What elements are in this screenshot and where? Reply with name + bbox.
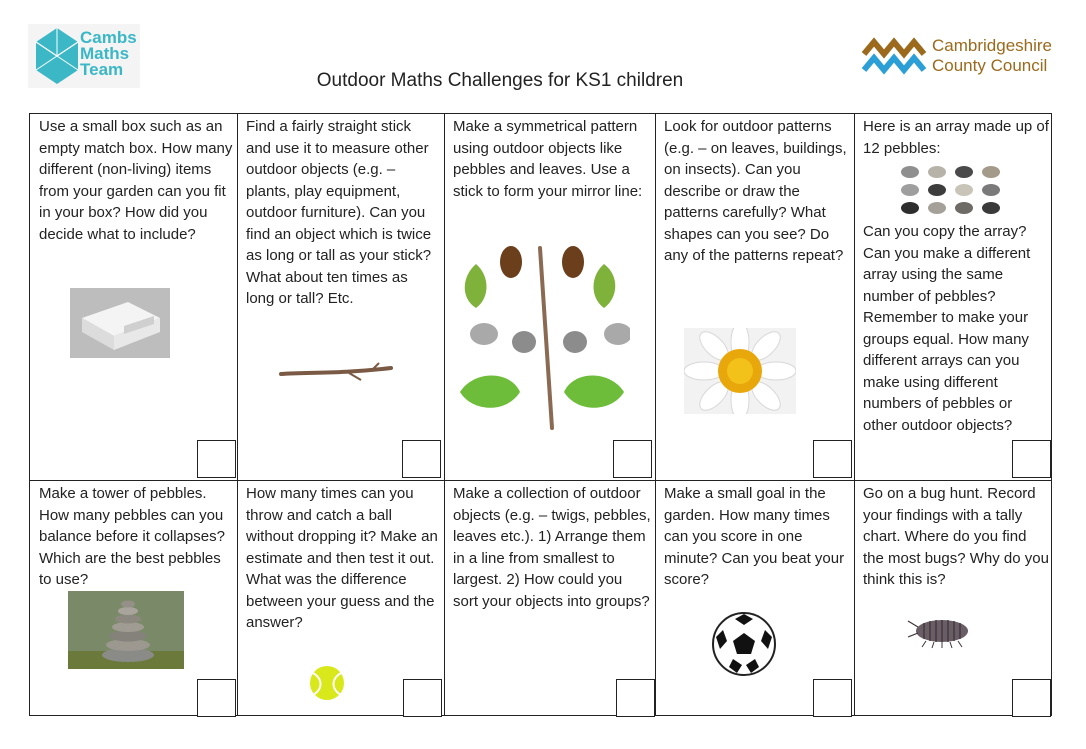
tick-box[interactable] [1012,679,1051,717]
woodlouse-icon [906,615,976,649]
challenge-text: Make a small goal in the garden. How many times can you score in one minute? Can you beat your score? [664,485,845,588]
council-logo-text: Cambridgeshire County Council [932,36,1052,75]
tick-box[interactable] [1012,440,1051,478]
matchbox-icon [70,288,170,358]
challenge-text-intro: Here is an array made up of 12 pebbles: [863,118,1049,157]
challenge-text: Find a fairly straight stick and use it to measure other outdoor objects (e.g. – plants, play equipment, outdoor furniture). Can you find an object which is twice as long or tall as your stick? What about ten times as long or tall? Etc. [246,118,432,307]
tennis-ball-icon [309,665,345,701]
challenge-text: Make a tower of pebbles. How many pebbles can you balance before it collapses? Which are the best pebbles to use? [39,485,225,588]
challenge-text: Make a symmetrical pattern using outdoor objects like pebbles and leaves. Use a stick to form your mirror line: [453,118,643,200]
challenge-card-array [854,114,1053,480]
challenge-card-matchbox [30,114,237,480]
challenge-grid [29,113,1052,716]
cambridgeshire-county-council-logo [862,34,1062,80]
cambs-logo-text: Cambs Maths Team [80,28,137,79]
page-title: Outdoor Maths Challenges for KS1 children [316,70,684,91]
challenge-text: Use a small box such as an empty match box. How many different (non-living) items from your garden can you fit in your box? How did you decide what to include? [39,118,233,243]
challenge-text: How many times can you throw and catch a ball without dropping it? Make an estimate and then test it out. What was the difference between your guess and the answer? [246,485,438,631]
challenge-card-collection [444,481,655,717]
tick-box[interactable] [197,679,236,717]
challenge-card-patterns [655,114,854,480]
pebble-array-icon [898,164,1018,216]
challenge-card-pebble-tower [30,481,237,717]
challenge-card-throw-catch [237,481,444,717]
challenge-card-stick-measure [237,114,444,480]
tick-box[interactable] [197,440,236,478]
tick-box[interactable] [813,679,852,717]
pebble-tower-icon [68,591,184,669]
tick-box[interactable] [813,440,852,478]
challenge-card-symmetry [444,114,655,480]
tick-box[interactable] [403,679,442,717]
symmetry-pattern-icon [454,242,630,432]
challenge-text: Can you copy the array? Can you make a different array using the same number of pebbles? Remember to make your groups equal. How many different arrays can you make using different numbers of pebbles or other outdoor objects? [863,223,1031,434]
challenge-text: Make a collection of outdoor objects (e.g. – twigs, pebbles, leaves etc.). 1) Arrange them in a line from smallest to largest. 2) How could you sort your objects into groups? [453,485,651,610]
tick-box[interactable] [613,440,652,478]
challenge-text: Go on a bug hunt. Record your findings with a tally chart. Where do you find the most bugs? Why do you think this is? [863,485,1049,588]
challenge-text: Look for outdoor patterns (e.g. – on leaves, buildings, on insects). Can you describe or draw the patterns carefully? What shapes can you see? Do any of the patterns repeat? [664,118,847,264]
football-icon [711,611,777,677]
daisy-icon [684,328,796,414]
tick-box[interactable] [402,440,441,478]
stick-icon [279,362,393,382]
tick-box[interactable] [616,679,655,717]
challenge-card-goal [655,481,854,717]
council-logo-icon [862,36,928,76]
challenge-card-bug-hunt [854,481,1053,717]
